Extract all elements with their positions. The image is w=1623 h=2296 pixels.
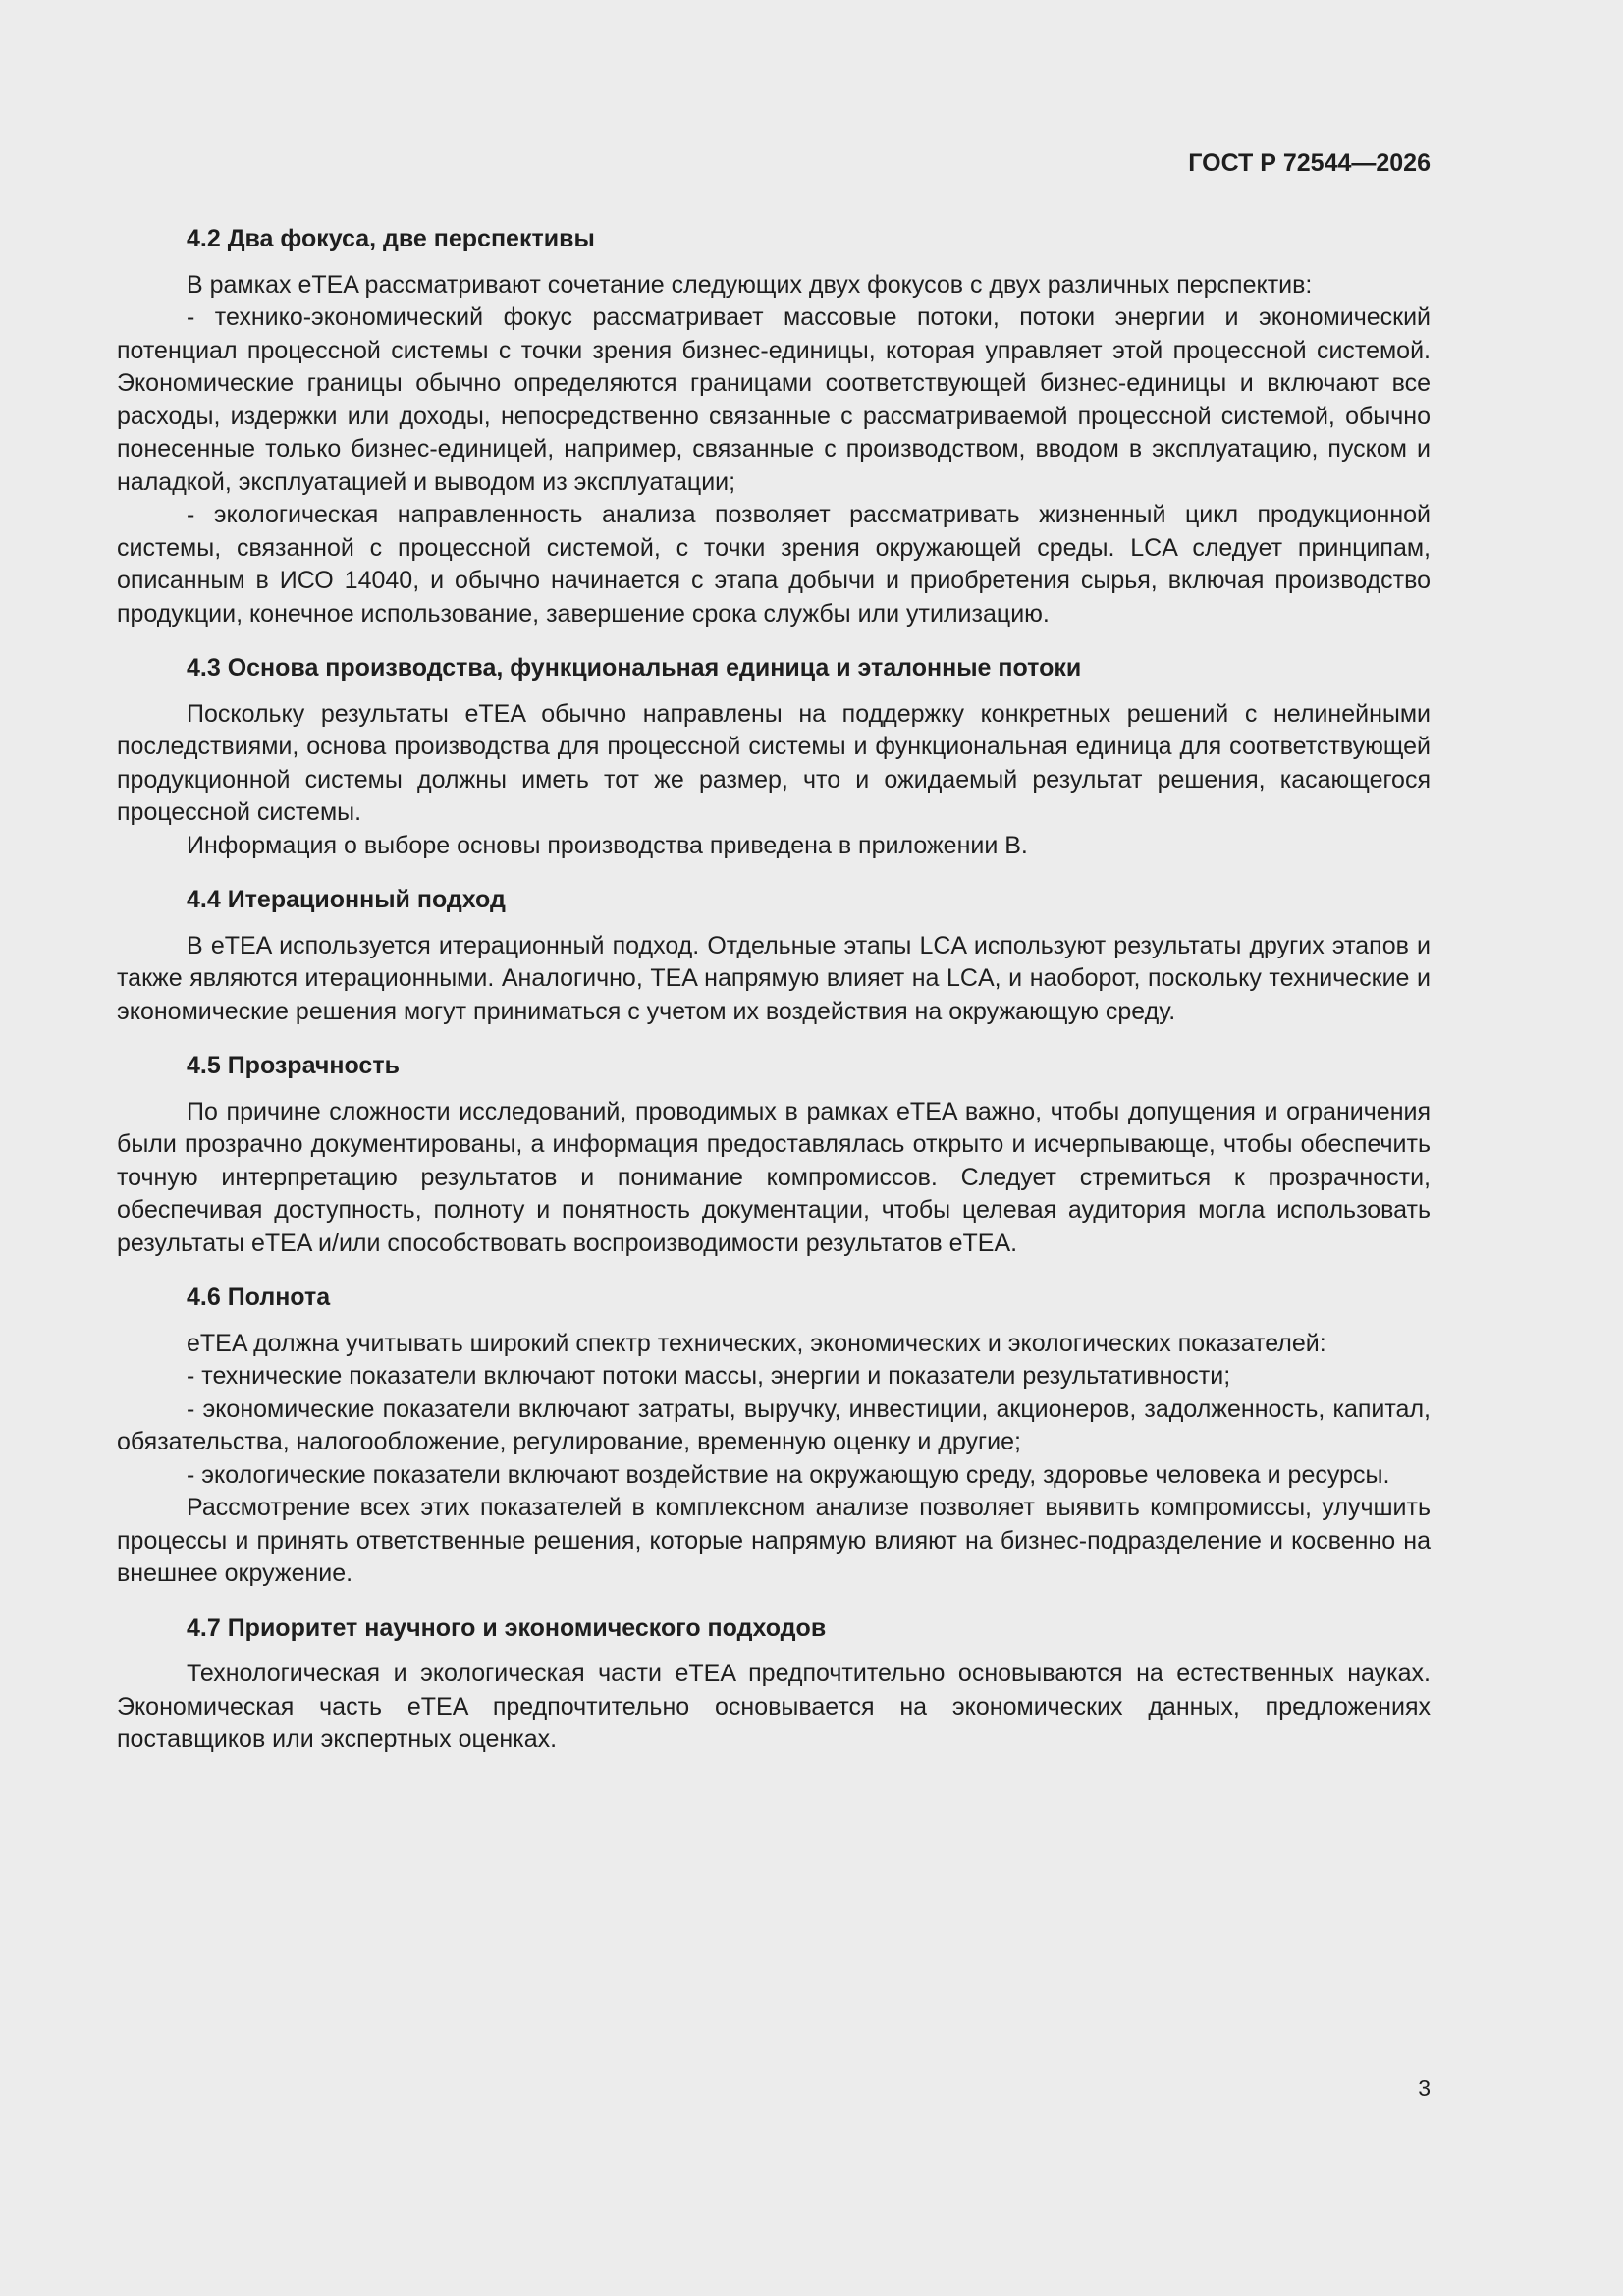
- section-4-7: [117, 1613, 1431, 1757]
- paragraph: Технологическая и экологическая части eTEA предпочтительно основываются на естественных науках. Экономическая часть eTEA предпочтительно основывается на экономических данных, предложениях поставщиков или экспертных оценках.: [117, 1660, 1431, 1753]
- paragraph: eTEA должна учитывать широкий спектр технических, экономических и экологических показателей:: [187, 1329, 1326, 1357]
- section-4-6: [117, 1282, 1431, 1591]
- section-4-4: [117, 884, 1431, 1028]
- list-item: - экологические показатели включают воздействие на окружающую среду, здоровье человека и ресурсы.: [187, 1460, 1390, 1489]
- paragraph: Рассмотрение всех этих показателей в комплексном анализе позволяет выявить компромиссы, улучшить процессы и принять ответственные решения, которые напрямую влияют на бизнес-подразделение и косвенно на внешнее окружение.: [117, 1494, 1431, 1587]
- list-item: - экологическая направленность анализа позволяет рассматривать жизненный цикл продукционной системы, связанной с процессной системой, с точки зрения окружающей среды. LCA следует принципам, описанным в ИСО 14040, и обычно начинается с этапа добычи и приобретения сырья, включая производство продукции, конечное использование, завершение срока службы или утилизацию.: [117, 501, 1431, 628]
- document-number: ГОСТ Р 72544—2026: [1188, 149, 1431, 177]
- list-item: - экономические показатели включают затраты, выручку, инвестиции, акционеров, задолженность, капитал, обязательства, налогообложение, регулирование, временную оценку и другие;: [117, 1394, 1431, 1455]
- paragraph: Поскольку результаты eTEA обычно направлены на поддержку конкретных решений с нелинейными последствиями, основа производства для процессной системы и функциональная единица для соответствующей продукционной системы должны иметь тот же размер, что и ожидаемый результат решения, касающегося процессной системы.: [117, 699, 1431, 826]
- paragraph: Информация о выборе основы производства приведена в приложении В.: [187, 831, 1028, 859]
- section-heading: 4.3 Основа производства, функциональная единица и эталонные потоки: [187, 654, 1082, 682]
- section-4-2: [117, 223, 1431, 630]
- page-number: 3: [1418, 2075, 1431, 2101]
- section-heading: 4.4 Итерационный подход: [187, 886, 506, 913]
- section-heading: 4.6 Полнота: [187, 1284, 331, 1311]
- document-body: [117, 223, 1431, 1778]
- section-heading: 4.7 Приоритет научного и экономического подходов: [187, 1613, 827, 1642]
- section-heading: 4.2 Два фокуса, две перспективы: [187, 225, 595, 252]
- paragraph: По причине сложности исследований, проводимых в рамках eTEA важно, чтобы допущения и ограничения были прозрачно документированы, а информация предоставлялась открыто и исчерпывающе, чтобы обеспечить точную интерпретацию результатов и понимание компромиссов. Следует стремиться к прозрачности, обеспечивая доступность, полноту и понятность документации, чтобы целевая аудитория могла использовать результаты eTEA и/или способствовать воспроизводимости результатов eTEA.: [117, 1097, 1431, 1257]
- paragraph: В eTEA используется итерационный подход. Отдельные этапы LCA используют результаты других этапов и также являются итерационными. Аналогично, TEA напрямую влияет на LCA, и наоборот, поскольку технические и экономические решения могут приниматься с учетом их воздействия на окружающую среду.: [117, 931, 1431, 1025]
- section-heading: 4.5 Прозрачность: [187, 1052, 400, 1079]
- list-item: - технико-экономический фокус рассматривает массовые потоки, потоки энергии и экономический потенциал процессной системы с точки зрения бизнес-единицы, которая управляет этой процессной системой. Экономические границы обычно определяются границами соответствующей бизнес-единицы и включают все расходы, издержки или доходы, непосредственно связанные с рассматриваемой процессной системой, обычно понесенные только бизнес-единицей, например, связанные с производством, вводом в эксплуатацию, пуском и наладкой, эксплуатацией и выводом из эксплуатации;: [117, 303, 1431, 496]
- section-4-5: [117, 1050, 1431, 1260]
- section-4-3: [117, 652, 1431, 862]
- list-item: - технические показатели включают потоки массы, энергии и показатели результативности;: [187, 1362, 1231, 1390]
- paragraph: В рамках eTEA рассматривают сочетание следующих двух фокусов с двух различных перспектив:: [187, 270, 1313, 299]
